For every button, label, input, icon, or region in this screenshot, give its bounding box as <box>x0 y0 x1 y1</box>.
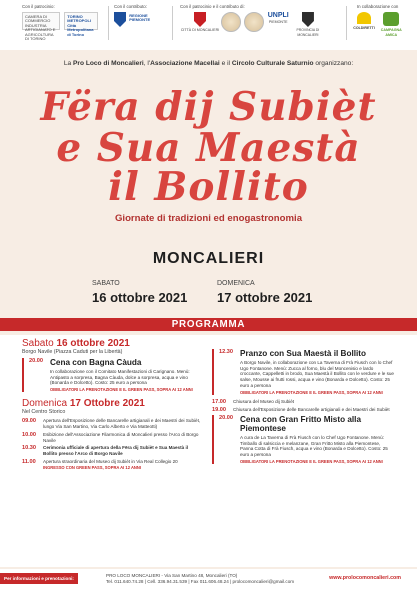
coldiretti-text: COLDIRETTI <box>353 26 375 30</box>
event-item <box>22 445 202 456</box>
event-text: In collaborazione con il Comitato Manifestazioni di Carignano. Menù: Antipasto a sorpresa, Bagna Càuda, dolce a sorpresa, acqua e vino (Bonarda e Dolcetto). Costo: 25 euro a persona <box>50 369 190 386</box>
regione-piemonte-logo: REGIONE PIEMONTE <box>129 13 151 23</box>
provincia-crest-icon <box>302 12 314 27</box>
provincia-logo-text: PROVINCIA DI MONCALIERI <box>296 28 320 37</box>
day2-label: DOMENICA <box>217 280 255 287</box>
moncalieri-crest-icon <box>194 12 206 27</box>
event-note: OBBLIGATORI LA PRENOTAZIONE E IL GREEN PASS, SOPRA AI 12 ANNI <box>50 387 193 393</box>
patrocinio-contributo-group <box>180 4 322 37</box>
event-title: Pranzo con Sua Maestà il Bollito <box>240 349 367 358</box>
footer-info-tag: Per informazioni e prenotazioni: <box>0 573 78 584</box>
saturday-title-date: 16 ottobre 2021 <box>56 338 130 349</box>
moncalieri-logo-text: CITTÀ DI MONCALIERI <box>180 28 220 32</box>
event-note: OBBLIGATORI LA PRENOTAZIONE E IL GREEN PASS, SOPRA AI 12 ANNI <box>240 458 383 464</box>
footer <box>0 569 417 589</box>
event-item <box>212 349 394 395</box>
campagna-amica-icon <box>383 12 399 26</box>
event-title: Cena con Gran Fritto Misto alla Piemontese <box>240 414 362 433</box>
event-time: 10.30 <box>22 445 36 452</box>
programma-banner: PROGRAMMA <box>0 318 417 331</box>
sunday-title-prefix: Domenica <box>22 398 70 410</box>
event-text: Apertura straordinaria del Museo dij Subièt in Via Real Collegio 20 <box>43 458 178 464</box>
event-text: Chiusura del Museo dij Subièt <box>233 398 295 404</box>
regione-shield-icon <box>114 12 126 27</box>
program-section <box>0 335 417 567</box>
organizers-line <box>0 60 417 67</box>
campagna-amica-logo <box>378 12 404 37</box>
coldiretti-logo <box>351 12 377 30</box>
saturday-title-prefix: Sabato <box>22 338 57 349</box>
event-body <box>50 358 202 392</box>
event-item <box>22 358 202 392</box>
event-note: OBBLIGATORI LA PRENOTAZIONE E IL GREEN PASS, SOPRA AI 12 ANNI <box>240 389 383 395</box>
event-item <box>22 432 202 443</box>
unpli-text: UNPLI <box>267 12 289 19</box>
program-right-column <box>212 347 394 468</box>
footer-contacts <box>106 573 294 585</box>
event-text: Esibizione dell'Associazione Filarmonica di Moncalieri presso l'Arco di Borgo Navile <box>43 431 199 443</box>
organizers-suffix: organizzano: <box>313 60 354 67</box>
moncalieri-logo <box>180 12 220 32</box>
sunday-place: Nel Centro Storico <box>22 409 66 416</box>
sponsor-bar <box>0 0 417 50</box>
event-item <box>212 407 394 413</box>
footer-website-link[interactable]: www.prolocomoncalieri.com <box>329 575 401 581</box>
organizers-sep: e il <box>219 60 232 67</box>
macellai-seal-icon <box>221 12 241 32</box>
event-text: Chiusura dell'Esposizione delle Bancarelle artigianali e dei Maestri dei Subièt <box>233 406 390 412</box>
circolo-seal-icon <box>244 12 264 32</box>
event-item <box>212 399 394 405</box>
event-item <box>22 459 202 471</box>
event-body <box>240 415 394 464</box>
day1-label: SABATO <box>92 280 120 287</box>
organizer-pro-loco: Pro Loco di Moncalieri <box>73 60 144 67</box>
organizer-circolo: Circolo Culturale Saturnio <box>231 60 314 67</box>
event-text: A Borgo Navile, in collaborazione con La Taverna di Frà Fiusch con lo Chef Ugo Fontanone. Menù: Zucca al forno, blu del Moncenisio e lardo croccante, Cappelletti in brodo, Sua Maestà il Bollito con le verdure e le sue salse, Mousse ai frutti rossi, acqua e vino (Bonarda e Dolcetto). Costo: 25 euro a persona <box>240 360 394 388</box>
event-text: Cerimonia ufficiale di apertura della Fëra dij Subièt e Sua Maestà il Bollito presso l'Arco di Borgo Navile <box>43 445 189 456</box>
patrocinio-label-1: Con il patrocinio: <box>22 4 55 9</box>
event-item <box>212 415 394 464</box>
event-title-line-1: Fëra dij Subièt <box>40 84 377 130</box>
event-time: 19.00 <box>212 406 226 413</box>
contributo-label: Con il contributo: <box>114 4 147 9</box>
event-body <box>43 459 202 471</box>
event-time: 20.00 <box>219 414 233 421</box>
event-time: 17.00 <box>212 398 226 405</box>
event-title-line-2: e Sua Maestà <box>56 125 361 171</box>
camera-commercio-logo: CAMERA DI COMMERCIO INDUSTRIA ARTIGIANATO E AGRICOLTURA DI TORINO <box>22 12 60 30</box>
patrocinio-group-1 <box>22 4 101 41</box>
organizers-prefix: La <box>63 60 72 67</box>
event-text: A cura de La Taverna di Frà Fiusch con lo Chef Ugo Fontanone. Menù: Timballo di salsiccia e melanzane, Gran Fritto Misto alla Piemontese, Panna Cotta di Frà Fiusch, acqua e vino (Bonarda e Dolcetto). Costo: 25 euro a persona <box>240 434 388 458</box>
provincia-logo <box>294 12 322 37</box>
event-time: 11.00 <box>22 458 36 465</box>
event-subtitle: Giornate di tradizioni ed enogastronomia <box>114 213 303 224</box>
campagna-amica-text: CAMPAGNA AMICA <box>380 28 402 37</box>
city-name: MONCALIERI <box>152 250 265 267</box>
torino-logo-text: TORINO METROPOLI <box>67 14 92 24</box>
footer-address: PRO LOCO MONCALIERI - Via San Martino 48, Moncalieri (TO) <box>106 573 238 578</box>
event-time: 09.00 <box>22 418 36 425</box>
divider <box>108 6 109 40</box>
organizer-macellai: Associazione Macellai <box>150 60 220 67</box>
event-time: 20.00 <box>29 358 43 364</box>
divider <box>172 6 173 40</box>
sunday-title-date: 17 Ottobre 2021 <box>69 398 145 410</box>
torino-metropoli-logo <box>64 12 98 37</box>
coldiretti-icon <box>357 12 371 24</box>
event-body <box>240 349 394 395</box>
event-time: 12.30 <box>219 349 233 355</box>
saturday-place: Borgo Navile (Piazza Caduti per la Libertà) <box>22 349 123 355</box>
event-time: 10.00 <box>22 431 36 438</box>
collaborazione-label: In collaborazione con <box>356 4 399 9</box>
day1-date: 16 ottobre 2021 <box>92 290 188 305</box>
saturday-title <box>22 338 202 349</box>
program-left-column <box>22 335 202 473</box>
divider <box>346 6 347 40</box>
citta-metro-text: Città Metropolitana di Torino <box>67 22 94 37</box>
event-text: Apertura dell'Esposizione delle Bancarelle artigianali e dei Maestri dei Subièt, lungo Via San Martino, Via Carlo Alberto e Via Matteotti) <box>43 418 201 430</box>
day2-date: 17 ottobre 2021 <box>217 290 313 305</box>
contributo-group <box>114 4 162 30</box>
event-title: Cena con Bagna Càuda <box>50 358 142 367</box>
event-note: INGRESSO CON GREEN PASS, SOPRA AI 12 ANNI <box>43 465 141 471</box>
event-item <box>22 418 202 429</box>
patrocinio-contributo-label: Con il patrocinio e il contributo di: <box>180 4 245 9</box>
unpli-logo <box>268 12 289 24</box>
unpli-sub-text: PIEMONTE <box>268 20 288 24</box>
collaborazione-group <box>351 4 404 37</box>
sunday-title <box>22 398 202 409</box>
event-title-line-3: il Bollito <box>108 164 309 210</box>
organizers-sep: , l' <box>143 60 151 67</box>
footer-phone: Tel. 011.640.74.28 | Cell. 336.94.31.539 | Fax 011.606.48.24 | prolocomoncalieri@gmail.com <box>106 578 295 584</box>
